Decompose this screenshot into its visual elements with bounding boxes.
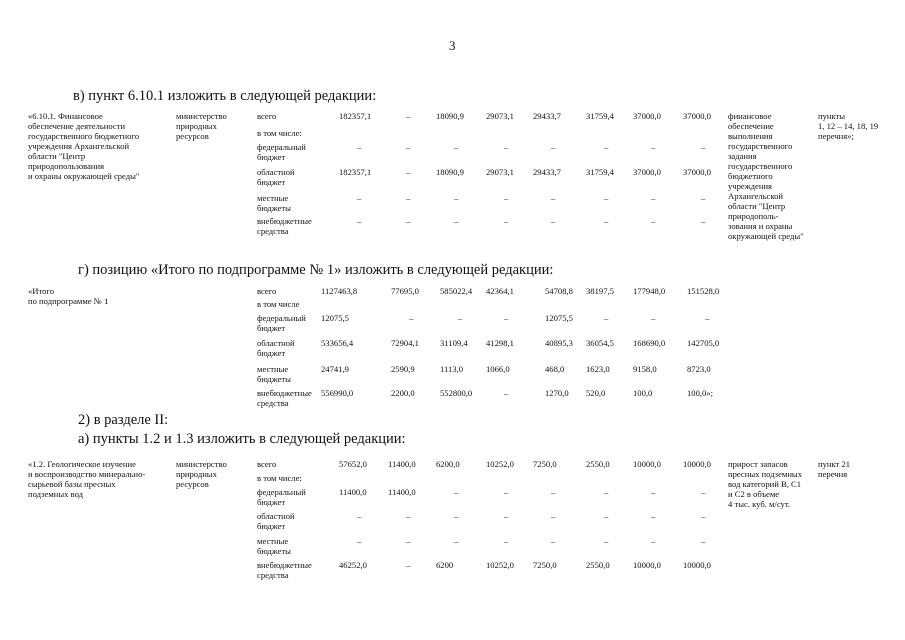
table-cell-value: 29433,7 [533, 167, 561, 177]
table-cell-value: – [701, 193, 706, 203]
table-cell-value: – [409, 313, 414, 323]
table-cell-value: 7250,0 [533, 459, 557, 469]
table-cell-value: – [454, 511, 459, 521]
table-cell-value: 182357,1 [339, 167, 372, 177]
table-cell-value: 37000,0 [683, 167, 711, 177]
table-cell-value: 151528,0 [687, 286, 720, 296]
table-cell-value: 11400,0 [388, 459, 416, 469]
table-cell-value: 37000,0 [633, 111, 661, 121]
table-cell-value: – [705, 313, 710, 323]
table-cell-value: 10000,0 [633, 459, 661, 469]
table-cell-value: 142705,0 [687, 338, 720, 348]
table-cell-value: – [651, 313, 656, 323]
table-cell-value: 10000,0 [683, 459, 711, 469]
table-cell-value: 1623,0 [586, 364, 610, 374]
table-cell-value: 46252,0 [339, 560, 367, 570]
table-cell-value: 168690,0 [633, 338, 666, 348]
table-cell-value: – [604, 193, 609, 203]
table-cell-value: – [504, 388, 509, 398]
table-cell-value: 7250,0 [533, 560, 557, 570]
table-cell-value: 10000,0 [633, 560, 661, 570]
table-cell-value: 6200 [436, 560, 454, 570]
funding-source-label: федеральный бюджет [257, 487, 306, 507]
table-cell-value: – [604, 142, 609, 152]
table-cell-value: – [454, 536, 459, 546]
funding-source-label: местные бюджеты [257, 364, 291, 384]
funding-source-label: внебюджетные средства [257, 216, 312, 236]
table-cell-value: – [701, 487, 706, 497]
funding-source-label: внебюджетные средства [257, 388, 312, 408]
funding-source-label: в том числе: [257, 473, 302, 483]
table-3-reference: пункт 21 перечня [818, 459, 851, 479]
table-cell-value: 100,0 [633, 388, 653, 398]
funding-source-label: местные бюджеты [257, 193, 291, 213]
table-cell-value: 72904,1 [391, 338, 419, 348]
table-cell-value: 6200,0 [436, 459, 460, 469]
table-cell-value: 533656,4 [321, 338, 354, 348]
table-cell-value: 41298,1 [486, 338, 514, 348]
table-cell-value: 10252,0 [486, 459, 514, 469]
page-number: 3 [449, 38, 456, 53]
table-cell-value: 11400,0 [388, 487, 416, 497]
table-2-name: «Итого по подпрограмме № 1 [28, 286, 109, 306]
table-cell-value: 24741,9 [321, 364, 349, 374]
table-cell-value: – [504, 142, 509, 152]
table-cell-value: 77695,0 [391, 286, 419, 296]
table-cell-value: – [651, 216, 656, 226]
funding-source-label: всего [257, 111, 277, 121]
table-1-result: финансовое обеспечение выполнения государственного задания государственного бюджетного учреждения Архангельской области "Центр природополь- зования и охраны окружающей среды" [728, 111, 804, 241]
table-cell-value: – [458, 313, 463, 323]
table-cell-value: 31759,4 [586, 111, 614, 121]
table-cell-value: 38197,5 [586, 286, 614, 296]
table-cell-value: – [357, 216, 362, 226]
table-cell-value: – [604, 487, 609, 497]
table-cell-value: – [357, 511, 362, 521]
table-cell-value: 100,0»; [687, 388, 714, 398]
table-cell-value: – [406, 111, 411, 121]
section-heading-1: в) пункт 6.10.1 изложить в следующей редакции: [73, 88, 377, 104]
table-cell-value: – [604, 216, 609, 226]
table-cell-value: 29073,1 [486, 167, 514, 177]
table-cell-value: 2590,9 [391, 364, 415, 374]
table-cell-value: 2200,0 [391, 388, 415, 398]
table-cell-value: 12075,5 [321, 313, 349, 323]
table-cell-value: – [357, 193, 362, 203]
table-cell-value: – [551, 536, 556, 546]
table-cell-value: 2550,0 [586, 459, 610, 469]
table-cell-value: 556990,0 [321, 388, 354, 398]
table-cell-value: 18090,9 [436, 167, 464, 177]
table-cell-value: – [504, 313, 509, 323]
table-cell-value: – [551, 216, 556, 226]
funding-source-label: в том числе [257, 299, 300, 309]
table-cell-value: – [551, 511, 556, 521]
section-heading-3: 2) в разделе II: [78, 412, 169, 428]
table-cell-value: 18090,9 [436, 111, 464, 121]
table-3-executor: министерство природных ресурсов [176, 459, 227, 489]
funding-source-label: местные бюджеты [257, 536, 291, 556]
table-cell-value: – [651, 487, 656, 497]
table-cell-value: – [651, 142, 656, 152]
table-cell-value: – [504, 536, 509, 546]
table-cell-value: 1113,0 [440, 364, 463, 374]
funding-source-label: областной бюджет [257, 167, 295, 187]
funding-source-label: областной бюджет [257, 511, 295, 531]
table-cell-value: – [406, 560, 411, 570]
table-cell-value: – [357, 142, 362, 152]
table-cell-value: – [551, 487, 556, 497]
table-cell-value: 12075,5 [545, 313, 573, 323]
table-cell-value: 585022,4 [440, 286, 473, 296]
table-cell-value: 11400,0 [339, 487, 367, 497]
table-cell-value: – [504, 487, 509, 497]
table-cell-value: – [604, 313, 609, 323]
table-cell-value: 468,0 [545, 364, 565, 374]
table-cell-value: 9158,0 [633, 364, 657, 374]
table-cell-value: – [406, 193, 411, 203]
table-cell-value: – [701, 511, 706, 521]
funding-source-label: в том числе: [257, 128, 302, 138]
table-cell-value: – [504, 511, 509, 521]
table-cell-value: 29073,1 [486, 111, 514, 121]
table-cell-value: – [454, 216, 459, 226]
table-cell-value: 31109,4 [440, 338, 468, 348]
table-cell-value: 182357,1 [339, 111, 372, 121]
table-3-name: «1.2. Геологическое изучение и воспроизводство минерально- сырьевой базы пресных подземных вод [28, 459, 146, 499]
table-cell-value: 2550,0 [586, 560, 610, 570]
table-cell-value: 31759,4 [586, 167, 614, 177]
table-cell-value: 54708,8 [545, 286, 573, 296]
funding-source-label: всего [257, 459, 277, 469]
table-cell-value: – [406, 142, 411, 152]
section-heading-4: а) пункты 1.2 и 1.3 изложить в следующей редакции: [78, 431, 406, 447]
table-cell-value: – [454, 142, 459, 152]
table-cell-value: – [504, 193, 509, 203]
funding-source-label: всего [257, 286, 277, 296]
table-cell-value: – [701, 142, 706, 152]
table-cell-value: 40895,3 [545, 338, 573, 348]
table-cell-value: – [604, 511, 609, 521]
table-cell-value: 36054,5 [586, 338, 614, 348]
table-cell-value: 1127463,8 [321, 286, 358, 296]
table-cell-value: – [454, 487, 459, 497]
table-cell-value: – [454, 193, 459, 203]
table-cell-value: – [551, 193, 556, 203]
table-cell-value: 42364,1 [486, 286, 514, 296]
table-cell-value: – [551, 142, 556, 152]
table-3-result: прирост запасов пресных подземных вод категорий В, С1 и С2 в объеме 4 тыс. куб. м/сут. [728, 459, 802, 509]
table-cell-value: – [406, 216, 411, 226]
table-cell-value: – [504, 216, 509, 226]
table-cell-value: – [651, 536, 656, 546]
funding-source-label: внебюджетные средства [257, 560, 312, 580]
table-cell-value: – [406, 536, 411, 546]
table-cell-value: 1270,0 [545, 388, 569, 398]
table-cell-value: 37000,0 [683, 111, 711, 121]
table-cell-value: 8723,0 [687, 364, 711, 374]
table-cell-value: – [651, 511, 656, 521]
table-cell-value: 177948,0 [633, 286, 666, 296]
table-cell-value: – [701, 536, 706, 546]
table-cell-value: 520,0 [586, 388, 606, 398]
table-cell-value: 57652,0 [339, 459, 367, 469]
table-cell-value: 10252,0 [486, 560, 514, 570]
table-cell-value: 10000,0 [683, 560, 711, 570]
funding-source-label: областной бюджет [257, 338, 295, 358]
funding-source-label: федеральный бюджет [257, 142, 306, 162]
table-cell-value: – [701, 216, 706, 226]
table-cell-value: – [651, 193, 656, 203]
table-1-reference: пункты 1, 12 – 14, 18, 19 перечня»; [818, 111, 879, 141]
table-cell-value: – [406, 511, 411, 521]
table-cell-value: 552800,0 [440, 388, 473, 398]
table-1-name: «6.10.1. Финансовое обеспечение деятельности государственного бюджетного учреждения Архангельской области "Центр природопользования и охраны окружающей среды" [28, 111, 140, 181]
table-cell-value: 29433,7 [533, 111, 561, 121]
table-cell-value: – [406, 167, 411, 177]
table-cell-value: – [604, 536, 609, 546]
table-cell-value: 37000,0 [633, 167, 661, 177]
table-1-executor: министерство природных ресурсов [176, 111, 227, 141]
table-cell-value: 1066,0 [486, 364, 510, 374]
table-cell-value: – [357, 536, 362, 546]
funding-source-label: федеральный бюджет [257, 313, 306, 333]
section-heading-2: г) позицию «Итого по подпрограмме № 1» изложить в следующей редакции: [78, 262, 554, 278]
